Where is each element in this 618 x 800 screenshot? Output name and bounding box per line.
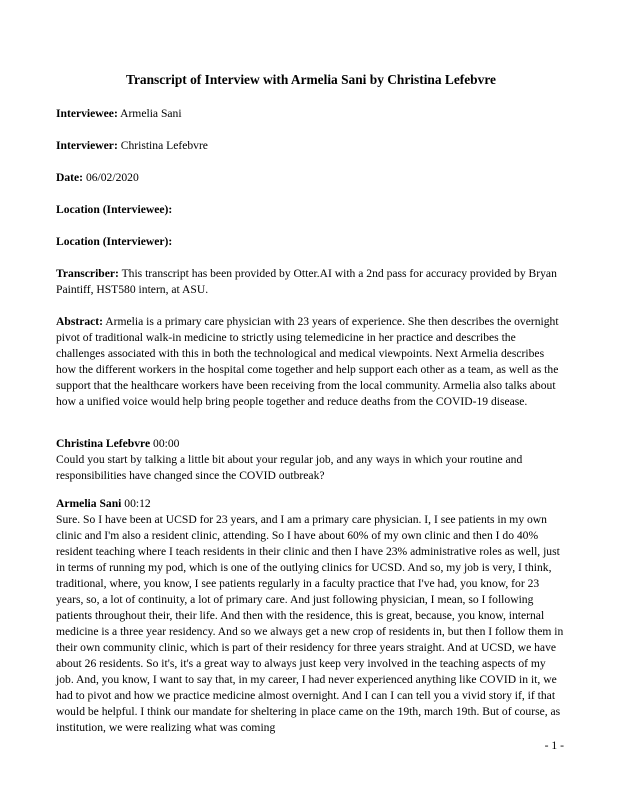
transcript-turn xyxy=(56,496,566,736)
speaker-name: Armelia Sani xyxy=(56,497,122,510)
document-title: Transcript of Interview with Armelia Sani by Christina Lefebvre xyxy=(126,72,496,87)
field-value: Armelia Sani xyxy=(117,107,182,120)
turn-text: Sure. So I have been at UCSD for 23 years, and I am a primary care physician. I, I see patients in my own clinic and I'm also a resident clinic, attending. So I have about 60% of my own clinic and then I do 40% resident teaching where I teach residents in their clinic and then I have 23% administrative roles as well, just in terms of running my pod, which is one of the outlying clinics for UCSD. And so, my job is very, I think, traditional, where, you know, I see patients regularly in a faculty practice that I've had, you know, for 23 years, so, a lot of continuity, a lot of primary care. And just following physician, I mean, so I following patients throughout their, their life. And then with the residence, this is great, because, you know, internal medicine is a three year residency. And so we always get a new crop of residents in, but then I follow them in their own community clinic, which is part of their residency for three years straight. And at UCSD, we have about 26 residents. So it's, it's a great way to always just keep very involved in the teaching aspects of my job. And, you know, I want to say that, in my career, I had never experienced anything like COVID in it, we had to pivot and how we practice medicine almost overnight. And I can I can tell you a vivid story if, if that would be helpful. I think our mandate for sheltering in place came on the 19th, march 19th. But of course, as institution, we were realizing what was coming xyxy=(56,513,564,734)
field-interviewee xyxy=(56,106,566,122)
field-value: 06/02/2020 xyxy=(83,171,139,184)
abstract-paragraph xyxy=(56,314,566,410)
document-page xyxy=(56,66,566,748)
turn-text: Could you start by talking a little bit about your regular job, and any ways in which your routine and responsibilities have changed since the COVID outbreak? xyxy=(56,453,523,482)
page-number: - 1 - xyxy=(544,739,564,752)
field-transcriber xyxy=(56,266,566,298)
field-label: Interviewee: xyxy=(56,107,118,120)
field-label: Date: xyxy=(56,171,84,184)
field-value: Christina Lefebvre xyxy=(117,139,208,152)
field-label: Transcriber: xyxy=(56,267,119,280)
abstract-text: Armelia is a primary care physician with 23 years of experience. She then describes the overnight pivot of traditional walk-in medicine to strictly using telemedicine in her practice and describes the challenges associated with this in both the technological and medical viewpoints. Next Armelia describes how the different workers in the hospital come together and help support each other as a team, as well as the support that the healthcare workers have been receiving from the local community. Armelia also talks about how a unified voice would help bring people together and reduce deaths from the COVID-19 disease. xyxy=(56,315,559,408)
field-date xyxy=(56,170,566,186)
abstract-label: Abstract: xyxy=(56,315,104,328)
field-interviewer xyxy=(56,138,566,154)
field-location-interviewer xyxy=(56,234,566,250)
speaker-name: Christina Lefebvre xyxy=(56,437,151,450)
transcript-turn xyxy=(56,436,566,484)
timestamp: 00:00 xyxy=(150,437,180,450)
field-label: Interviewer: xyxy=(56,139,118,152)
timestamp: 00:12 xyxy=(121,497,151,510)
field-location-interviewee xyxy=(56,202,566,218)
field-label: Location (Interviewee): xyxy=(56,203,173,216)
field-value: This transcript has been provided by Otter.AI with a 2nd pass for accuracy provided by Bryan Paintiff, HST580 intern, at ASU. xyxy=(56,267,557,296)
field-label: Location (Interviewer): xyxy=(56,235,173,248)
